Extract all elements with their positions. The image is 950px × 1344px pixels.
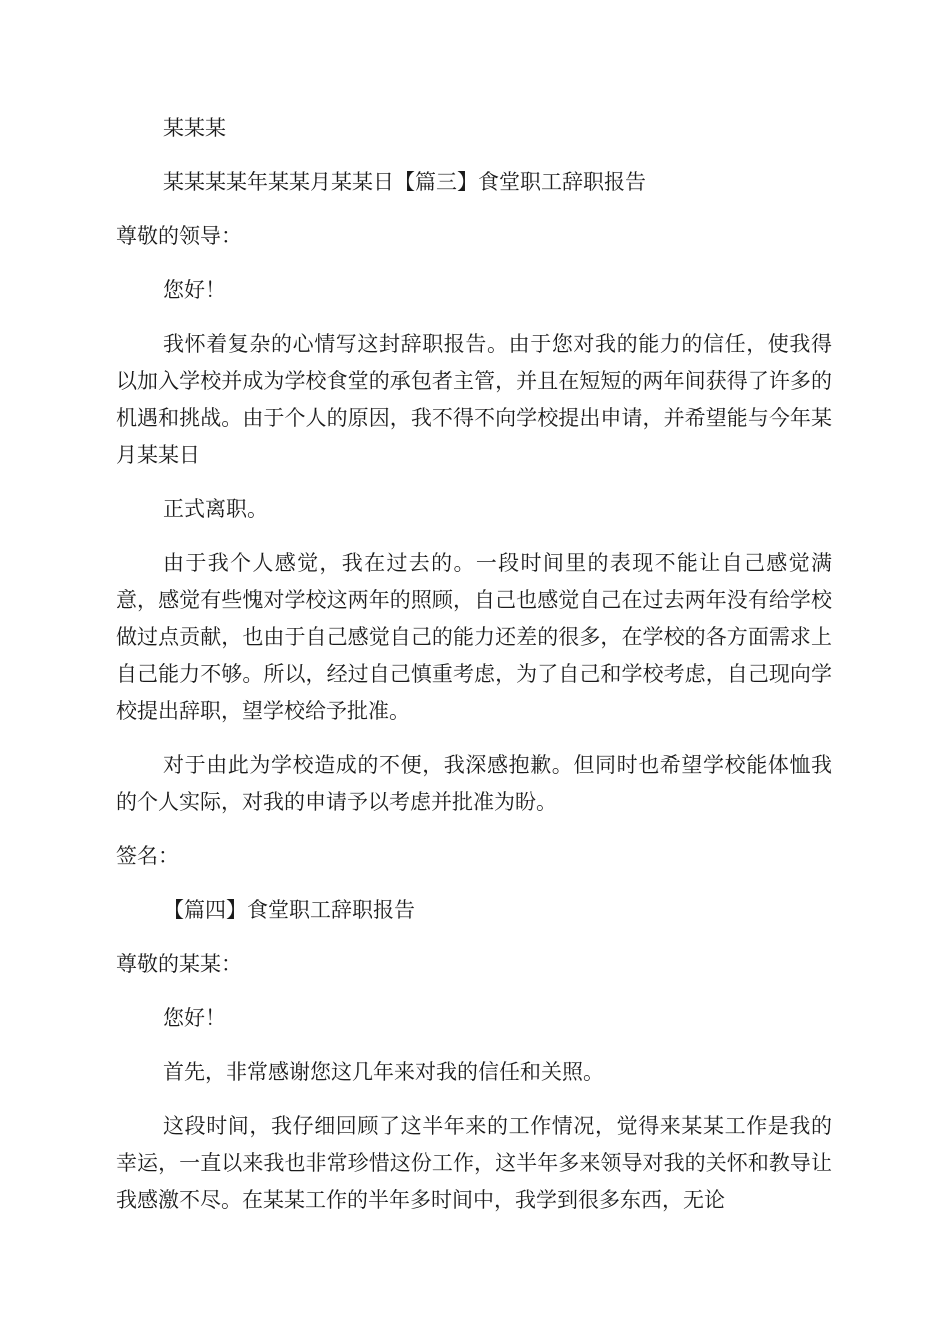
paragraph: 这段时间，我仔细回顾了这半年来的工作情况，觉得来某某工作是我的幸运，一直以来我也非常珍惜这份工作，这半年多来领导对我的关怀和教导让我感激不尽。在某某工作的半年多时间中，我学到很多东西，无论	[116, 1114, 832, 1212]
salutation: 尊敬的某某：	[116, 952, 242, 976]
paragraph: 首先，非常感谢您这几年来对我的信任和关照。	[163, 1060, 604, 1084]
date-and-section-title: 某某某某年某某月某某日【篇三】食堂职工辞职报告	[163, 170, 646, 194]
signature-name: 某某某	[163, 116, 226, 140]
paragraph: 由于我个人感觉，我在过去的。一段时间里的表现不能让自己感觉满意，感觉有些愧对学校这两年的照顾，自己也感觉自己在过去两年没有给学校做过点贡献，也由于自己感觉自己的能力还差的很多，在学校的各方面需求上自己能力不够。所以，经过自己慎重考虑，为了自己和学校考虑，自己现向学校提出辞职，望学校给予批准。	[116, 551, 832, 723]
paragraph: 正式离职。	[163, 497, 268, 521]
signature-label: 签名：	[116, 844, 179, 868]
salutation: 尊敬的领导：	[116, 224, 242, 248]
paragraph: 对于由此为学校造成的不便，我深感抱歉。但同时也希望学校能体恤我的个人实际，对我的申请予以考虑并批准为盼。	[116, 753, 832, 814]
greeting: 您好！	[163, 278, 226, 302]
document-page	[116, 110, 832, 1236]
greeting: 您好！	[163, 1006, 226, 1030]
section-title: 【篇四】食堂职工辞职报告	[163, 898, 415, 922]
paragraph: 我怀着复杂的心情写这封辞职报告。由于您对我的能力的信任，使我得以加入学校并成为学校食堂的承包者主管，并且在短短的两年间获得了许多的机遇和挑战。由于个人的原因，我不得不向学校提出申请，并希望能与今年某月某某日	[116, 332, 832, 467]
